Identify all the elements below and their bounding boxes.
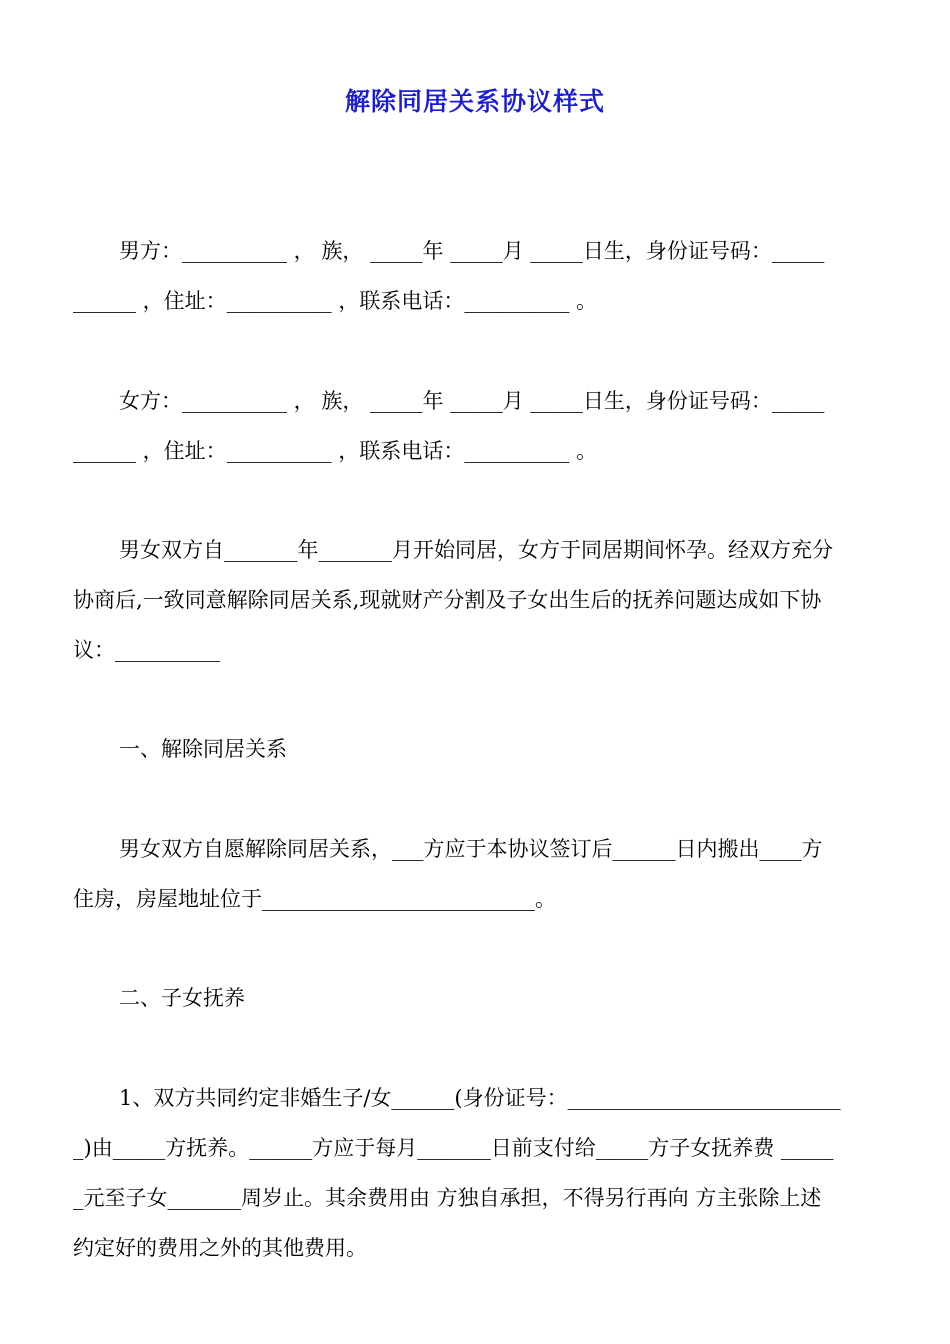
male-party-paragraph (73, 226, 879, 326)
female-party-line-2: ______ ，住址：__________ ，联系电话：__________ 。 (73, 439, 598, 463)
section-1-line-1: 男女双方自愿解除同居关系，___方应于本协议签订后______日内搬出____方 (119, 837, 823, 861)
section-2-line-4: 约定好的费用之外的其他费用。 (73, 1236, 367, 1260)
male-party-line-1: 男方：__________ ， 族， _____年 _____月 _____日生，身份证号码：_____ (119, 239, 825, 263)
section-2-heading: 二、子女抚养 (119, 986, 245, 1010)
section-2-paragraph (73, 1073, 879, 1273)
section-2-heading-block (73, 973, 879, 1023)
section-1-heading-block (73, 724, 879, 774)
section-2-line-2: _)由_____方抚养。______方应于每月_______日前支付给_____方子女抚养费 _____ (73, 1136, 834, 1160)
female-party-line-1: 女方：__________ ， 族， _____年 _____月 _____日生，身份证号码：_____ (119, 389, 825, 413)
section-2-line-1: 1、双方共同约定非婚生子/女______(身份证号：__________________________ (119, 1086, 841, 1110)
male-party-line-2: ______ ，住址：__________ ，联系电话：__________ 。 (73, 289, 598, 313)
intro-line-1: 男女双方自_______年_______月开始同居，女方于同居期间怀孕。经双方充分 (119, 538, 833, 562)
female-party-paragraph (73, 376, 879, 476)
section-2-line-3: _元至子女_______周岁止。其余费用由 方独自承担，不得另行再向 方主张除上述 (73, 1186, 822, 1210)
document-title: 解除同居关系协议样式 (344, 87, 605, 116)
section-1-line-2: 住房，房屋地址位于__________________________。 (73, 887, 556, 911)
intro-paragraph (73, 525, 879, 675)
section-1-paragraph (73, 824, 879, 924)
section-1-heading: 一、解除同居关系 (119, 737, 287, 761)
intro-line-3: 议：__________ (73, 638, 220, 662)
intro-line-2: 协商后,一致同意解除同居关系,现就财产分割及子女出生后的抚养问题达成如下协 (73, 588, 822, 612)
